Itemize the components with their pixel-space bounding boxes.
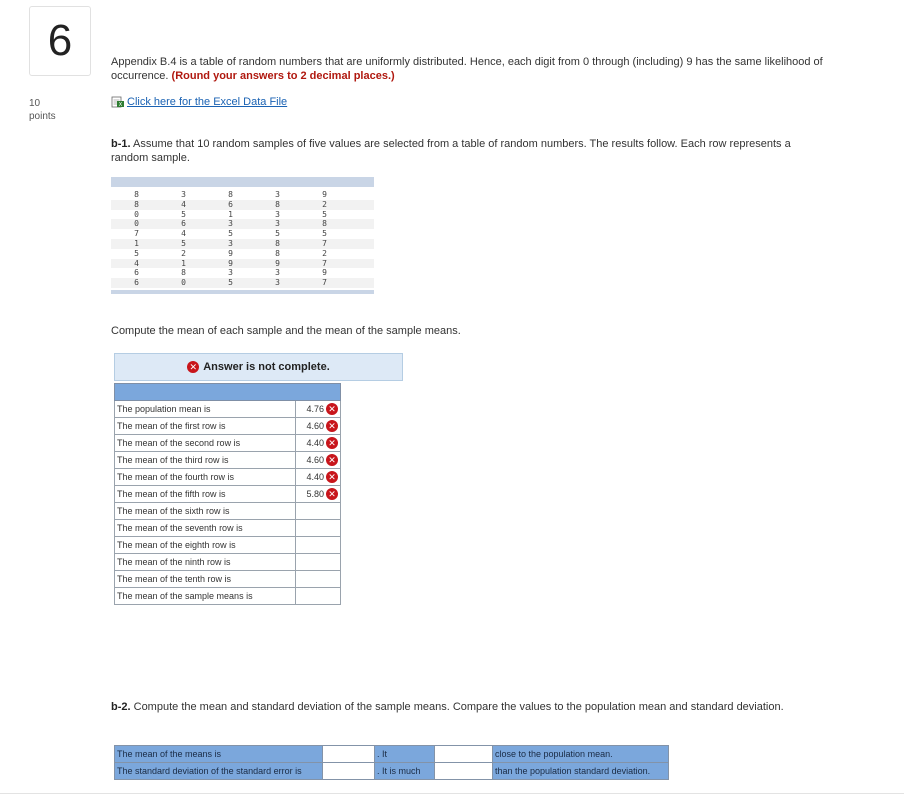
answer-table bbox=[114, 383, 341, 605]
sample-row bbox=[111, 190, 374, 200]
sample-cell: 8 bbox=[275, 199, 280, 209]
sample-cell: 3 bbox=[228, 238, 233, 248]
sample-cell: 3 bbox=[275, 278, 280, 288]
answer-row-label: The mean of the fifth row is bbox=[115, 486, 296, 503]
answer-value: 4.40 bbox=[306, 438, 324, 448]
sample-cell: 9 bbox=[228, 258, 233, 268]
answer-row bbox=[115, 588, 341, 605]
svg-text:X: X bbox=[118, 102, 123, 108]
answer-value: 4.60 bbox=[306, 421, 324, 431]
answer-input[interactable] bbox=[296, 486, 341, 503]
sample-cell: 8 bbox=[275, 238, 280, 248]
sample-cell: 8 bbox=[181, 268, 186, 278]
b2-row-tail: than the population standard deviation. bbox=[493, 763, 669, 780]
sample-cell: 2 bbox=[322, 199, 327, 209]
answer-input[interactable] bbox=[296, 520, 341, 537]
answer-input[interactable] bbox=[296, 571, 341, 588]
answer-row bbox=[115, 435, 341, 452]
sample-cell: 1 bbox=[228, 209, 233, 219]
sample-cell: 5 bbox=[181, 238, 186, 248]
sample-cell: 6 bbox=[134, 268, 139, 278]
answer-row bbox=[115, 486, 341, 503]
answer-row bbox=[115, 503, 341, 520]
answer-table-header bbox=[115, 384, 341, 401]
answer-input[interactable] bbox=[296, 418, 341, 435]
answer-row bbox=[115, 571, 341, 588]
sample-cell: 4 bbox=[181, 199, 186, 209]
b2-row bbox=[115, 763, 669, 780]
sample-row bbox=[111, 210, 374, 220]
answer-row bbox=[115, 469, 341, 486]
b2-row-label: The standard deviation of the standard error is bbox=[115, 763, 323, 780]
b1-label: b-1. bbox=[111, 138, 131, 150]
answer-row bbox=[115, 401, 341, 418]
answer-row-label: The mean of the ninth row is bbox=[115, 554, 296, 571]
answer-value: 4.40 bbox=[306, 472, 324, 482]
incorrect-x-icon: ✕ bbox=[326, 403, 338, 415]
sample-cell: 0 bbox=[181, 278, 186, 288]
sample-row bbox=[111, 259, 374, 269]
answer-row bbox=[115, 452, 341, 469]
sample-row bbox=[111, 219, 374, 229]
answer-input[interactable] bbox=[296, 469, 341, 486]
answer-value-wrap bbox=[298, 420, 338, 432]
answer-row-label: The mean of the sample means is bbox=[115, 588, 296, 605]
answer-row-label: The mean of the fourth row is bbox=[115, 469, 296, 486]
sample-cell: 9 bbox=[322, 268, 327, 278]
answer-row-label: The mean of the tenth row is bbox=[115, 571, 296, 588]
b2-prompt bbox=[111, 700, 801, 714]
sample-cell: 2 bbox=[322, 248, 327, 258]
sample-cell: 5 bbox=[181, 209, 186, 219]
sample-cell: 5 bbox=[275, 229, 280, 239]
sample-row bbox=[111, 249, 374, 259]
incorrect-x-icon: ✕ bbox=[326, 471, 338, 483]
sample-cell: 3 bbox=[181, 190, 186, 199]
excel-file-icon bbox=[111, 96, 125, 108]
sample-cell: 3 bbox=[228, 219, 233, 229]
sample-cell: 5 bbox=[134, 248, 139, 258]
error-x-icon: ✕ bbox=[187, 361, 199, 373]
b1-text: Assume that 10 random samples of five values are selected from a table of random numbers. The results follow. Each row represents a random sample. bbox=[111, 138, 791, 164]
answer-row-label: The mean of the first row is bbox=[115, 418, 296, 435]
b2-label: b-2. bbox=[111, 701, 131, 713]
points-unit: points bbox=[29, 111, 56, 122]
sample-cell: 5 bbox=[228, 278, 233, 288]
answer-row-label: The mean of the eighth row is bbox=[115, 537, 296, 554]
sample-cell: 1 bbox=[134, 238, 139, 248]
b2-row bbox=[115, 746, 669, 763]
b2-comparison-select[interactable] bbox=[435, 746, 493, 763]
sample-cell: 2 bbox=[181, 248, 186, 258]
b2-comparison-select[interactable] bbox=[435, 763, 493, 780]
answer-row-label: The mean of the sixth row is bbox=[115, 503, 296, 520]
sample-cell: 8 bbox=[228, 190, 233, 199]
sample-cell: 9 bbox=[322, 190, 327, 199]
answer-value-wrap bbox=[298, 471, 338, 483]
answer-row bbox=[115, 418, 341, 435]
b2-answer-table bbox=[114, 745, 669, 780]
sample-cell: 6 bbox=[181, 219, 186, 229]
answer-input[interactable] bbox=[296, 435, 341, 452]
answer-row bbox=[115, 554, 341, 571]
sample-cell: 9 bbox=[275, 258, 280, 268]
sample-cell: 5 bbox=[322, 209, 327, 219]
answer-value-wrap bbox=[298, 403, 338, 415]
sample-cell: 8 bbox=[275, 248, 280, 258]
sample-cell: 3 bbox=[275, 219, 280, 229]
b2-text: Compute the mean and standard deviation of the sample means. Compare the values to the population mean and standard deviation. bbox=[133, 701, 784, 713]
answer-value: 4.76 bbox=[306, 404, 324, 414]
b2-connector-text: . It is much bbox=[375, 763, 435, 780]
answer-value-wrap bbox=[298, 454, 338, 466]
sample-cell: 3 bbox=[275, 190, 280, 199]
incorrect-x-icon: ✕ bbox=[326, 437, 338, 449]
divider bbox=[0, 793, 904, 794]
sample-cell: 8 bbox=[134, 190, 139, 199]
sample-cell: 8 bbox=[322, 219, 327, 229]
sample-cell: 5 bbox=[228, 229, 233, 239]
excel-link-label[interactable]: Click here for the Excel Data File bbox=[127, 96, 288, 108]
incorrect-x-icon: ✕ bbox=[326, 488, 338, 500]
sample-cell: 6 bbox=[134, 278, 139, 288]
question-number: 6 bbox=[29, 6, 91, 76]
intro-text: Appendix B.4 is a table of random numbers that are uniformly distributed. Hence, each digit from 0 through (including) 9 has the same likelihood of occurrence. bbox=[111, 56, 823, 82]
answer-value: 4.60 bbox=[306, 455, 324, 465]
sample-cell: 7 bbox=[322, 258, 327, 268]
points-info bbox=[29, 97, 56, 123]
b2-value-input[interactable] bbox=[323, 763, 375, 780]
sample-cell: 7 bbox=[322, 238, 327, 248]
answer-input[interactable] bbox=[296, 537, 341, 554]
answer-row bbox=[115, 537, 341, 554]
sample-cell: 9 bbox=[228, 248, 233, 258]
compute-instruction: Compute the mean of each sample and the mean of the sample means. bbox=[111, 325, 461, 337]
sample-row bbox=[111, 229, 374, 239]
sample-cell: 7 bbox=[134, 229, 139, 239]
answer-input[interactable] bbox=[296, 554, 341, 571]
b2-row-tail: close to the population mean. bbox=[493, 746, 669, 763]
answer-input[interactable] bbox=[296, 452, 341, 469]
excel-data-link[interactable] bbox=[111, 96, 287, 108]
sample-cell: 7 bbox=[322, 278, 327, 288]
answer-row-label: The population mean is bbox=[115, 401, 296, 418]
answer-input[interactable] bbox=[296, 401, 341, 418]
round-note: (Round your answers to 2 decimal places.) bbox=[171, 70, 395, 82]
sample-cell: 6 bbox=[228, 199, 233, 209]
b2-connector-text: . It bbox=[375, 746, 435, 763]
answer-status-banner bbox=[114, 353, 403, 381]
answer-row-label: The mean of the third row is bbox=[115, 452, 296, 469]
answer-input[interactable] bbox=[296, 503, 341, 520]
sample-cell: 8 bbox=[134, 199, 139, 209]
incorrect-x-icon: ✕ bbox=[326, 420, 338, 432]
sample-cell: 4 bbox=[134, 258, 139, 268]
sample-cell: 5 bbox=[322, 229, 327, 239]
answer-status-text: Answer is not complete. bbox=[203, 361, 330, 373]
answer-value-wrap bbox=[298, 488, 338, 500]
sample-cell: 3 bbox=[228, 268, 233, 278]
points-value: 10 bbox=[29, 98, 41, 109]
sample-row bbox=[111, 200, 374, 210]
intro-paragraph bbox=[111, 55, 841, 83]
incorrect-x-icon: ✕ bbox=[326, 454, 338, 466]
random-sample-table bbox=[111, 177, 374, 294]
sample-cell: 3 bbox=[275, 268, 280, 278]
sample-cell: 0 bbox=[134, 219, 139, 229]
sample-cell: 1 bbox=[181, 258, 186, 268]
answer-value-wrap bbox=[298, 437, 338, 449]
b2-value-input[interactable] bbox=[323, 746, 375, 763]
answer-row bbox=[115, 520, 341, 537]
answer-row-label: The mean of the seventh row is bbox=[115, 520, 296, 537]
answer-input[interactable] bbox=[296, 588, 341, 605]
b2-row-label: The mean of the means is bbox=[115, 746, 323, 763]
sample-cell: 0 bbox=[134, 209, 139, 219]
sample-row bbox=[111, 239, 374, 249]
sample-row bbox=[111, 268, 374, 278]
b1-prompt bbox=[111, 137, 791, 165]
sample-row bbox=[111, 278, 374, 288]
answer-value: 5.80 bbox=[306, 489, 324, 499]
sample-cell: 4 bbox=[181, 229, 186, 239]
answer-row-label: The mean of the second row is bbox=[115, 435, 296, 452]
sample-cell: 3 bbox=[275, 209, 280, 219]
